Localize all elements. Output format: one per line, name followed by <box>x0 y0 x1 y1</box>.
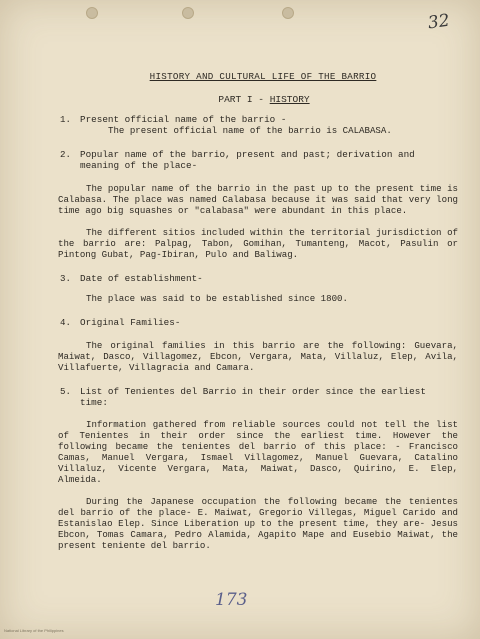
punch-hole <box>86 7 98 19</box>
item-question: Date of establishment- <box>80 273 203 284</box>
paragraph: The different sitios included within the territorial jurisdiction of the barrio are: Palpag, Tabon, Gomihan, Tumanteng, Macot, Pasulin or Pintong Gubat, Pag-Ibiran, Pulo and Baliwag. <box>58 227 458 260</box>
list-item <box>58 114 458 136</box>
paragraph: The place was said to be established since 1800. <box>86 293 348 304</box>
handwritten-page-number: 32 <box>426 10 451 34</box>
list-item <box>58 149 458 171</box>
footer-note: National Library of the Philippines <box>4 628 64 633</box>
handwritten-footer-number: 173 <box>215 590 248 610</box>
item-number: 4. <box>60 317 71 328</box>
item-question: List of Tenientes del Barrio in their order since the earliest time: <box>80 386 426 408</box>
list-item <box>58 317 458 328</box>
punch-hole <box>182 7 194 19</box>
paragraph: The original families in this barrio are the following: Guevara, Maiwat, Dasco, Villagomez, Ebcon, Vergara, Mata, Villaluz, Elep, Avila, Villafuerte, Villagracia and Camara. <box>58 340 458 373</box>
part-name: HISTORY <box>269 94 310 105</box>
item-number: 3. <box>60 273 71 284</box>
part-label: PART I - <box>218 94 270 105</box>
paragraph: The popular name of the barrio in the past up to the present time is Calabasa. The place was named Calabasa because it was said that very long time ago big squashes or "calabasa" were abundant in this place. <box>58 183 458 216</box>
document-title: HISTORY AND CULTURAL LIFE OF THE BARRIO <box>149 71 377 82</box>
item-answer: The present official name of the barrio is CALABASA. <box>108 125 392 136</box>
item-question: Present official name of the barrio - <box>80 114 287 125</box>
paragraph: During the Japanese occupation the following became the tenientes del barrio of the place- E. Maiwat, Gregorio Villegas, Miguel Carido and Estanislao Elep. Since Liberation up to the present time, they are- Jesus Ebcon, Tomas Camara, Pedro Alamida, Agapito Mape and Eusebio Maiwat, the present teniente del barrio. <box>58 496 458 551</box>
item-number: 1. <box>60 114 71 125</box>
item-question: Original Families- <box>80 317 181 328</box>
item-number: 2. <box>60 149 71 160</box>
document-body <box>58 71 458 551</box>
item-number: 5. <box>60 386 71 397</box>
punch-hole <box>282 7 294 19</box>
list-item <box>58 273 458 284</box>
paragraph: Information gathered from reliable sources could not tell the list of Tenientes in their order since the earliest time. However the following became the tenientes del barrio of this place: - Francisco Camas, Manuel Vergara, Ismael Villagomez, Manuel Guevara, Catalino Villaluz, Vicente Vergara, Mata, Maiwat, Dasco, Quirino, E. Elep, Almeida. <box>58 419 458 485</box>
list-item <box>58 386 458 408</box>
part-heading <box>70 94 458 105</box>
item-question: Popular name of the barrio, present and past; derivation and meaning of the place- <box>80 149 415 171</box>
